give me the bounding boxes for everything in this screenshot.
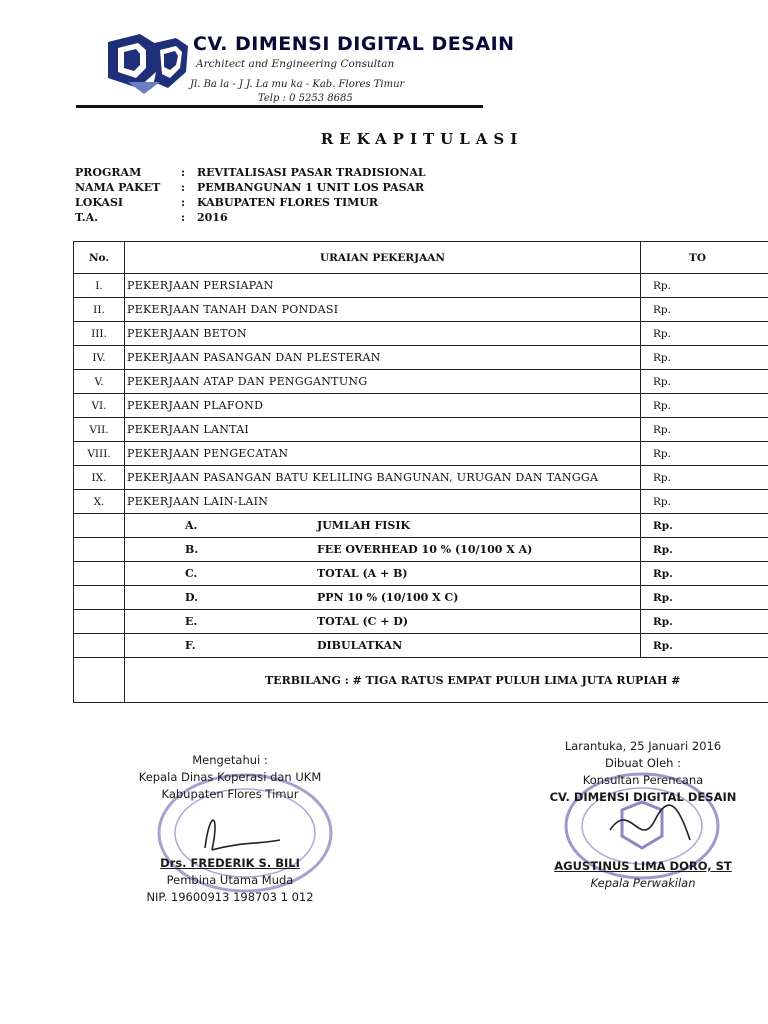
summary-label: TOTAL (C + D) — [317, 615, 409, 628]
row-no: X. — [74, 490, 125, 514]
info-value: KABUPATEN FLORES TIMUR — [197, 196, 379, 209]
summary-rp: Rp. — [641, 562, 768, 586]
signature-right — [528, 738, 758, 892]
terbilang-row — [74, 658, 768, 703]
header-divider — [76, 105, 483, 108]
table-row — [74, 394, 768, 418]
row-no: V. — [74, 370, 125, 394]
company-phone: Telp : 0 5253 8685 — [258, 93, 353, 104]
summary-label: TOTAL (A + B) — [317, 567, 408, 580]
sig-left-line3: Kabupaten Flores Timur — [161, 787, 299, 801]
table-row — [74, 466, 768, 490]
document-title: REKAPITULASI — [320, 130, 524, 148]
info-label: NAMA PAKET — [75, 181, 161, 194]
summary-label: PPN 10 % (10/100 X C) — [317, 591, 459, 604]
summary-rp: Rp. — [641, 538, 768, 562]
row-no: III. — [74, 322, 125, 346]
table-row — [74, 370, 768, 394]
summary-rp: Rp. — [641, 610, 768, 634]
header-no: No. — [74, 242, 125, 274]
company-logo — [98, 32, 190, 98]
row-desc: PEKERJAAN LANTAI — [125, 418, 641, 442]
company-address: Jl. Ba la - J J. La mu ka - Kab. Flores Timur — [190, 79, 405, 90]
info-row-program: PROGRAM : REVITALISASI PASAR TRADISIONAL — [75, 166, 426, 179]
table-row — [74, 274, 768, 298]
row-rp: Rp. — [641, 322, 768, 346]
row-rp: Rp. — [641, 394, 768, 418]
row-desc: PEKERJAAN PLAFOND — [125, 394, 641, 418]
info-label: T.A. — [75, 211, 98, 224]
row-desc: PEKERJAAN PERSIAPAN — [125, 274, 641, 298]
row-rp: Rp. — [641, 418, 768, 442]
summary-letter: D. — [185, 591, 198, 604]
summary-row — [74, 610, 768, 634]
summary-label: JUMLAH FISIK — [317, 519, 411, 532]
info-value: PEMBANGUNAN 1 UNIT LOS PASAR — [197, 181, 425, 194]
summary-label: DIBULATKAN — [317, 639, 403, 652]
summary-row — [74, 514, 768, 538]
info-label: PROGRAM — [75, 166, 142, 179]
summary-row — [74, 562, 768, 586]
info-row-nama-paket: NAMA PAKET : PEMBANGUNAN 1 UNIT LOS PASAR — [75, 181, 425, 194]
row-no: VII. — [74, 418, 125, 442]
signature-left — [100, 752, 360, 906]
row-no: IX. — [74, 466, 125, 490]
summary-letter: C. — [185, 567, 198, 580]
sig-left-nip: NIP. 19600913 198703 1 012 — [146, 890, 314, 904]
sig-right-date: Larantuka, 25 Januari 2016 — [564, 739, 722, 753]
row-rp: Rp. — [641, 274, 768, 298]
sig-right-company: CV. DIMENSI DIGITAL DESAIN — [549, 790, 737, 804]
summary-label: FEE OVERHEAD 10 % (10/100 X A) — [317, 543, 533, 556]
info-row-ta: T.A. : 2016 — [75, 211, 228, 224]
summary-rp: Rp. — [641, 586, 768, 610]
row-no: IV. — [74, 346, 125, 370]
row-no: II. — [74, 298, 125, 322]
table-row — [74, 490, 768, 514]
row-rp: Rp. — [641, 490, 768, 514]
summary-letter: F. — [185, 639, 196, 652]
sig-right-line2: Konsultan Perencana — [582, 773, 704, 787]
row-desc: PEKERJAAN BETON — [125, 322, 641, 346]
sig-left-rank: Pembina Utama Muda — [166, 873, 294, 887]
row-desc: PEKERJAAN TANAH DAN PONDASI — [125, 298, 641, 322]
table-row — [74, 442, 768, 466]
company-tagline: Architect and Engineering Consultan — [196, 58, 395, 70]
sig-right-name: AGUSTINUS LIMA DORO, ST — [554, 859, 732, 873]
header-total: TO — [641, 242, 768, 274]
sig-left-line1: Mengetahui : — [192, 753, 268, 767]
summary-row — [74, 538, 768, 562]
row-desc: PEKERJAAN ATAP DAN PENGGANTUNG — [125, 370, 641, 394]
info-label: LOKASI — [75, 196, 124, 209]
sig-left-line2: Kepala Dinas Koperasi dan UKM — [138, 770, 322, 784]
info-value: 2016 — [197, 211, 228, 224]
summary-row — [74, 634, 768, 658]
row-no: VI. — [74, 394, 125, 418]
row-desc: PEKERJAAN PASANGAN DAN PLESTERAN — [125, 346, 641, 370]
table-row — [74, 346, 768, 370]
row-rp: Rp. — [641, 370, 768, 394]
table-row — [74, 322, 768, 346]
summary-letter: E. — [185, 615, 198, 628]
company-name: CV. DIMENSI DIGITAL DESAIN — [193, 33, 515, 55]
row-rp: Rp. — [641, 298, 768, 322]
info-row-lokasi: LOKASI : KABUPATEN FLORES TIMUR — [75, 196, 379, 209]
summary-letter: B. — [185, 543, 199, 556]
summary-row — [74, 586, 768, 610]
row-desc: PEKERJAAN PENGECATAN — [125, 442, 641, 466]
summary-rp: Rp. — [641, 514, 768, 538]
table-row — [74, 418, 768, 442]
row-no: VIII. — [74, 442, 125, 466]
sig-right-position: Kepala Perwakilan — [590, 876, 696, 890]
info-value: REVITALISASI PASAR TRADISIONAL — [197, 166, 426, 179]
row-no: I. — [74, 274, 125, 298]
sig-right-line1: Dibuat Oleh : — [605, 756, 681, 770]
row-rp: Rp. — [641, 442, 768, 466]
row-desc: PEKERJAAN LAIN-LAIN — [125, 490, 641, 514]
row-rp: Rp. — [641, 466, 768, 490]
row-desc: PEKERJAAN PASANGAN BATU KELILING BANGUNAN, URUGAN DAN TANGGA — [125, 466, 641, 490]
row-rp: Rp. — [641, 346, 768, 370]
table-row — [74, 298, 768, 322]
header-uraian: URAIAN PEKERJAAN — [125, 242, 641, 274]
summary-rp: Rp. — [641, 634, 768, 658]
table-header-row — [74, 242, 768, 274]
rekap-table — [73, 241, 768, 703]
sig-left-name: Drs. FREDERIK S. BILI — [160, 856, 300, 870]
summary-letter: A. — [185, 519, 198, 532]
terbilang-text: TERBILANG : # TIGA RATUS EMPAT PULUH LIMA JUTA RUPIAH # — [125, 658, 768, 703]
